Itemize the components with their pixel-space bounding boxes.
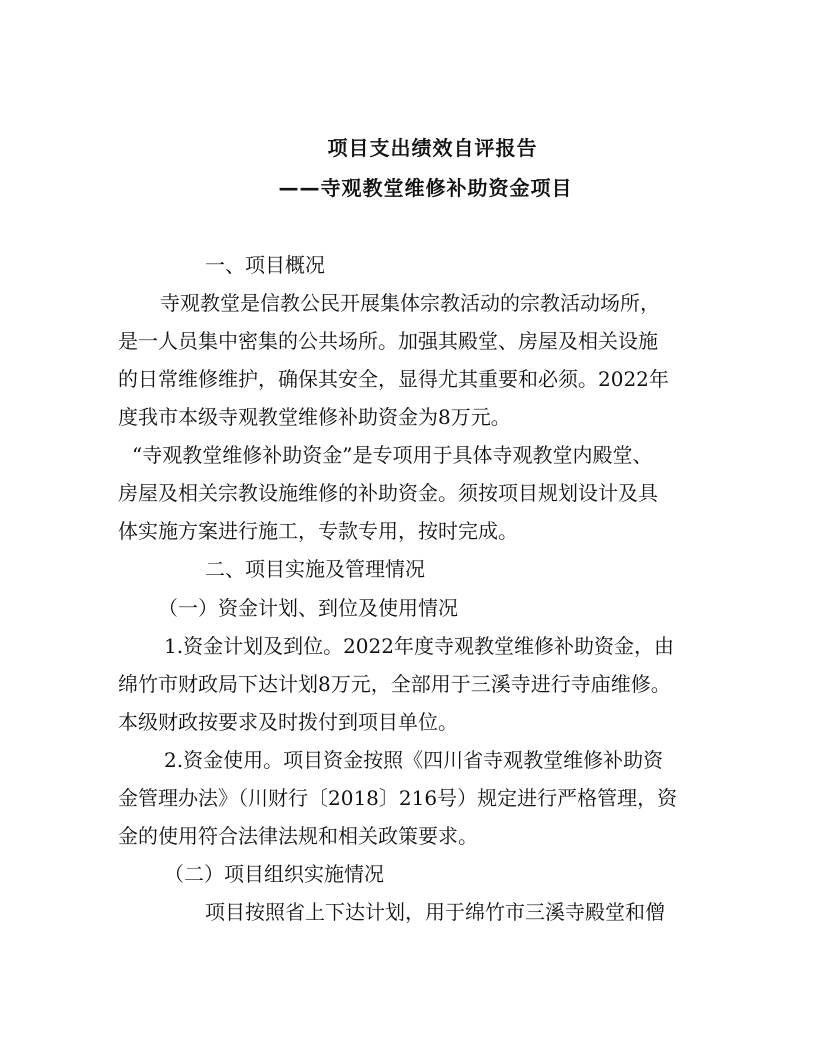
paragraph-line: 度我市本级寺观教堂维修补助资金为8万元。 xyxy=(118,405,511,429)
paragraph-line: 金管理办法》（川财行〔2018〕216号）规定进行严格管理，资 xyxy=(118,786,678,810)
paragraph-line: 是一人员集中密集的公共场所。加强其殿堂、房屋及相关设施 xyxy=(118,329,658,353)
paragraph-line: 项目按照省上下达计划，用于绵竹市三溪寺殿堂和僧 xyxy=(205,900,665,924)
subsection-heading-1: （一）资金计划、到位及使用情况 xyxy=(158,596,458,620)
paragraph-line: 本级财政按要求及时拨付到项目单位。 xyxy=(118,710,458,734)
subsection-heading-2: （二）项目组织实施情况 xyxy=(164,862,384,886)
paragraph-line: 体实施方案进行施工，专款专用，按时完成。 xyxy=(118,519,518,543)
paragraph-line: 的日常维修维护，确保其安全，显得尤其重要和必须。2022年 xyxy=(118,367,669,391)
paragraph-line: “寺观教堂维修补助资金”是专项用于具体寺观教堂内殿堂、 xyxy=(132,443,653,467)
section-heading-1: 一、项目概况 xyxy=(205,253,325,277)
paragraph-line: 房屋及相关宗教设施维修的补助资金。须按项目规划设计及具 xyxy=(118,481,658,505)
paragraph-line: 寺观教堂是信教公民开展集体宗教活动的宗教活动场所， xyxy=(160,291,660,315)
paragraph-line: 1.资金计划及到位。2022年度寺观教堂维修补助资金，由 xyxy=(164,634,674,658)
document-title: 项目支出绩效自评报告 xyxy=(327,136,538,160)
section-heading-2: 二、项目实施及管理情况 xyxy=(205,557,425,581)
paragraph-line: 金的使用符合法律法规和相关政策要求。 xyxy=(118,824,478,848)
paragraph-line: 绵竹市财政局下达计划8万元，全部用于三溪寺进行寺庙维修。 xyxy=(118,672,671,696)
document-subtitle: ——寺观教堂维修补助资金项目 xyxy=(278,176,573,200)
paragraph-line: 2.资金使用。项目资金按照《四川省寺观教堂维修补助资 xyxy=(164,748,664,772)
